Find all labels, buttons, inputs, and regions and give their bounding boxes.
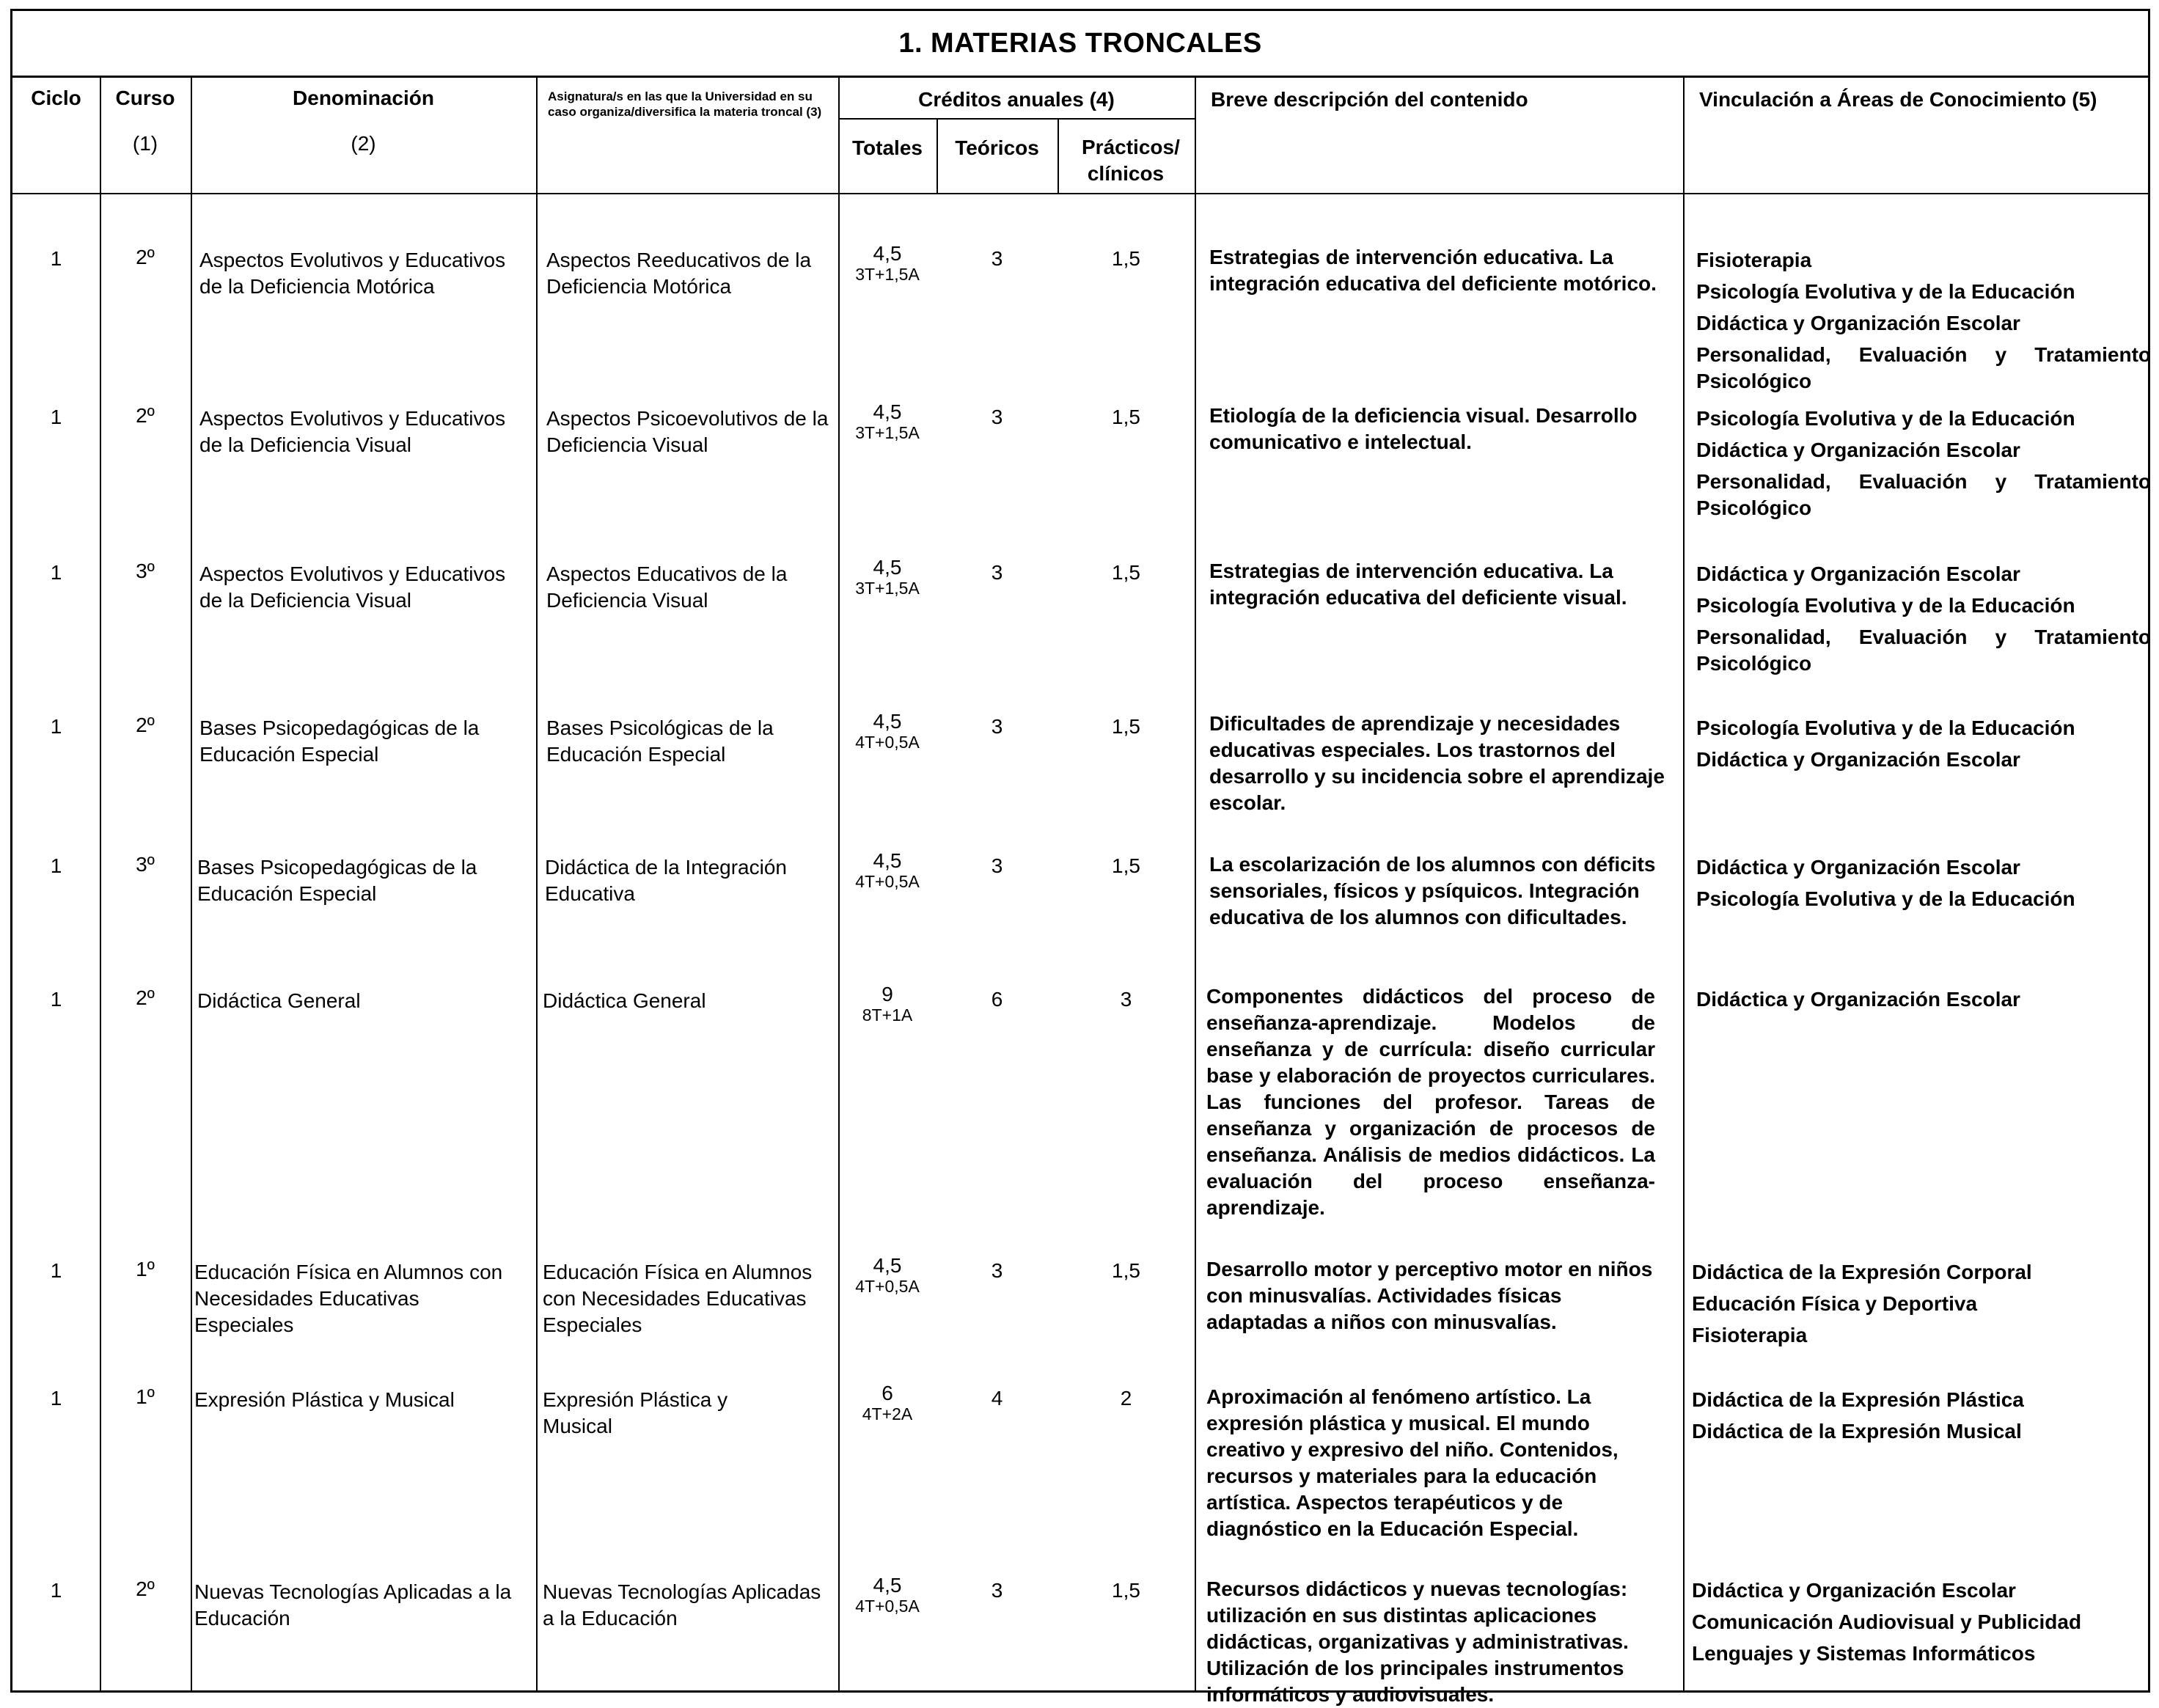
area-item: Didáctica y Organización Escolar	[1696, 562, 2020, 585]
row-practicos: 1,5	[1112, 715, 1140, 738]
area-item: Psicológico	[1696, 370, 1812, 392]
header-curso-note: (1)	[132, 132, 158, 155]
row-totales	[838, 850, 936, 891]
row-totales	[838, 243, 936, 284]
row-curso: 3º	[136, 853, 155, 876]
area-item: Didáctica de la Expresión Plástica	[1692, 1388, 2024, 1411]
totales-detail: 4T+0,5A	[855, 1597, 920, 1616]
area-item: Educación Física y Deportiva	[1692, 1292, 1978, 1315]
row-curso: 2º	[136, 404, 155, 427]
totales-value: 4,5	[873, 556, 902, 579]
row-totales	[838, 1575, 936, 1616]
row-areas	[1696, 247, 2151, 400]
header-asignatura: Asignatura/s en las que la Universidad en su caso organiza/diversifica la materia troncal (3)	[548, 89, 822, 119]
header-vinculacion: Vinculación a Áreas de Conocimiento (5)	[1699, 88, 2097, 111]
row-teoricos: 3	[991, 1259, 1003, 1282]
totales-value: 4,5	[873, 1254, 902, 1277]
col-divider	[1683, 76, 1685, 1693]
page-title: 1. MATERIAS TRONCALES	[12, 11, 2148, 78]
row-curso: 2º	[136, 986, 155, 1009]
row-ciclo: 1	[50, 854, 62, 877]
row-asignatura: Didáctica de la Integración Educativa	[545, 856, 787, 905]
row-teoricos: 3	[991, 561, 1003, 584]
row-areas	[1696, 854, 2151, 917]
area-item: Psicología Evolutiva y de la Educación	[1696, 716, 2075, 739]
area-item: Didáctica y Organización Escolar	[1696, 312, 2020, 334]
header-ciclo: Ciclo	[31, 87, 81, 109]
row-curso: 3º	[136, 560, 155, 582]
row-practicos: 1,5	[1112, 1579, 1140, 1602]
row-ciclo: 1	[50, 988, 62, 1011]
row-descripcion: Dificultades de aprendizaje y necesidades educativas especiales. Los trastornos del desarrollo y su incidencia sobre el aprendizaje escolar.	[1209, 712, 1665, 814]
area-item: Personalidad, Evaluación y Tratamiento	[1696, 470, 2151, 493]
totales-detail: 3T+1,5A	[855, 423, 920, 442]
row-asignatura: Bases Psicológicas de la Educación Especial	[546, 716, 774, 766]
header-denominacion-note: (2)	[351, 132, 376, 155]
row-asignatura: Educación Física en Alumnos con Necesidades Educativas Especiales	[543, 1261, 813, 1336]
row-ciclo: 1	[50, 247, 62, 270]
area-item: Fisioterapia	[1692, 1324, 1808, 1346]
row-areas	[1692, 1577, 2147, 1672]
totales-value: 4,5	[873, 242, 902, 265]
header-teoricos: Teóricos	[955, 136, 1039, 159]
row-descripcion: La escolarización de los alumnos con déficits sensoriales, físicos y psíquicos. Integración educativa de los alumnos con dificultades.	[1209, 853, 1656, 928]
row-ciclo: 1	[50, 1259, 62, 1282]
area-item: Lenguajes y Sistemas Informáticos	[1692, 1642, 2036, 1665]
area-item: Comunicación Audiovisual y Publicidad	[1692, 1610, 2082, 1633]
row-ciclo: 1	[50, 406, 62, 428]
row-ciclo: 1	[50, 1579, 62, 1602]
row-denominacion: Aspectos Evolutivos y Educativos de la Deficiencia Motórica	[199, 249, 506, 298]
header-totales: Totales	[852, 136, 923, 159]
row-ciclo: 1	[50, 561, 62, 584]
row-curso: 1º	[136, 1385, 155, 1408]
totales-detail: 4T+0,5A	[855, 733, 920, 752]
row-curso: 2º	[136, 1577, 155, 1600]
area-item: Fisioterapia	[1696, 249, 1812, 271]
area-item: Psicología Evolutiva y de la Educación	[1696, 280, 2075, 303]
row-practicos: 1,5	[1112, 1259, 1140, 1282]
row-practicos: 3	[1120, 988, 1132, 1011]
row-descripcion: Estrategias de intervención educativa. La integración educativa del deficiente motórico.	[1209, 246, 1657, 295]
row-curso: 1º	[136, 1258, 155, 1280]
row-areas	[1692, 1259, 2147, 1354]
row-denominacion: Educación Física en Alumnos con Necesidades Educativas Especiales	[194, 1261, 503, 1336]
row-denominacion: Aspectos Evolutivos y Educativos de la Deficiencia Visual	[199, 562, 506, 612]
row-denominacion: Expresión Plástica y Musical	[194, 1388, 455, 1411]
row-descripcion: Aproximación al fenómeno artístico. La expresión plástica y musical. El mundo creativo y expresivo del niño. Contenidos, recursos y materiales para la educación artística. Aspectos terapéuticos y de diagnóstico en la Educación Especial.	[1206, 1385, 1619, 1540]
row-teoricos: 3	[991, 854, 1003, 877]
col-divider	[536, 76, 538, 1693]
totales-value: 9	[881, 983, 893, 1005]
header-divider	[12, 193, 2148, 194]
col-divider	[191, 76, 192, 1693]
row-asignatura: Didáctica General	[543, 989, 706, 1012]
row-practicos: 2	[1120, 1387, 1132, 1410]
row-practicos: 1,5	[1112, 247, 1140, 270]
area-item: Psicológico	[1696, 496, 1812, 519]
totales-detail: 8T+1A	[862, 1005, 913, 1025]
totales-value: 4,5	[873, 710, 902, 733]
row-asignatura: Expresión Plástica y Musical	[543, 1388, 728, 1437]
area-item: Personalidad, Evaluación y Tratamiento	[1696, 343, 2151, 366]
row-denominacion: Nuevas Tecnologías Aplicadas a la Educación	[194, 1580, 512, 1630]
area-item: Psicología Evolutiva y de la Educación	[1696, 887, 2075, 910]
subheader-divider	[838, 118, 1195, 120]
totales-value: 4,5	[873, 1574, 902, 1597]
row-areas	[1696, 715, 2151, 778]
totales-value: 4,5	[873, 849, 902, 872]
row-totales	[838, 711, 936, 752]
row-totales	[838, 983, 936, 1025]
row-teoricos: 4	[991, 1387, 1003, 1410]
row-teoricos: 6	[991, 988, 1003, 1011]
row-asignatura: Aspectos Psicoevolutivos de la Deficiencia Visual	[546, 407, 829, 456]
header-denominacion: Denominación	[293, 87, 434, 109]
row-ciclo: 1	[50, 715, 62, 738]
area-item: Didáctica de la Expresión Corporal	[1692, 1261, 2032, 1283]
totales-value: 6	[881, 1382, 893, 1404]
col-divider	[1195, 76, 1196, 1693]
totales-detail: 4T+0,5A	[855, 872, 920, 891]
row-teoricos: 3	[991, 406, 1003, 428]
header-creditos: Créditos anuales (4)	[918, 88, 1115, 111]
row-asignatura: Nuevas Tecnologías Aplicadas a la Educación	[543, 1580, 821, 1630]
row-totales	[838, 401, 936, 442]
row-asignatura: Aspectos Reeducativos de la Deficiencia Motórica	[546, 249, 812, 298]
row-denominacion: Bases Psicopedagógicas de la Educación Especial	[197, 856, 477, 905]
row-practicos: 1,5	[1112, 854, 1140, 877]
totales-detail: 3T+1,5A	[855, 579, 920, 598]
row-practicos: 1,5	[1112, 561, 1140, 584]
row-denominacion: Didáctica General	[197, 989, 361, 1012]
row-curso: 2º	[136, 246, 155, 268]
row-descripcion: Etiología de la deficiencia visual. Desarrollo comunicativo e intelectual.	[1209, 404, 1638, 453]
totales-value: 4,5	[873, 400, 902, 423]
area-item: Didáctica y Organización Escolar	[1696, 856, 2020, 879]
header-practicos: Prácticos/ clínicos	[1082, 136, 1180, 185]
row-teoricos: 3	[991, 715, 1003, 738]
header-descripcion: Breve descripción del contenido	[1211, 88, 1528, 111]
row-areas	[1696, 561, 2151, 682]
row-teoricos: 3	[991, 1579, 1003, 1602]
troncales-table	[10, 9, 2151, 1706]
row-areas	[1692, 1387, 2147, 1450]
row-practicos: 1,5	[1112, 406, 1140, 428]
area-item: Didáctica de la Expresión Musical	[1692, 1420, 2022, 1443]
row-totales	[838, 1382, 936, 1423]
row-teoricos: 3	[991, 247, 1003, 270]
row-denominacion: Aspectos Evolutivos y Educativos de la Deficiencia Visual	[199, 407, 506, 456]
header-curso: Curso	[115, 87, 175, 109]
row-curso: 2º	[136, 714, 155, 736]
col-divider	[1057, 120, 1059, 193]
row-ciclo: 1	[50, 1387, 62, 1410]
row-totales	[838, 1255, 936, 1296]
area-item: Didáctica y Organización Escolar	[1692, 1579, 2016, 1602]
row-denominacion: Bases Psicopedagógicas de la Educación Especial	[199, 716, 480, 766]
area-item: Didáctica y Organización Escolar	[1696, 988, 2020, 1011]
area-item: Personalidad, Evaluación y Tratamiento	[1696, 626, 2151, 648]
row-descripcion: Desarrollo motor y perceptivo motor en niños con minusvalías. Actividades físicas adaptadas a niños con minusvalías.	[1206, 1258, 1653, 1333]
area-item: Psicología Evolutiva y de la Educación	[1696, 407, 2075, 430]
totales-detail: 3T+1,5A	[855, 265, 920, 284]
row-descripcion: Recursos didácticos y nuevas tecnologías: utilización en sus distintas aplicaciones didácticas, organizativas y administrativas. Utilización de los principales instrumentos informáticos y audiovisuales.	[1206, 1577, 1629, 1706]
totales-detail: 4T+2A	[862, 1404, 913, 1423]
row-areas	[1696, 986, 2151, 1018]
row-descripcion: Componentes didácticos del proceso de enseñanza-aprendizaje. Modelos de enseñanza y de currícula: diseño curricular base y elaboración de proyectos curriculares. Las funciones del profesor. Tareas de enseñanza y organización de procesos de enseñanza. Análisis de medios didácticos. La evaluación del proceso enseñanza-aprendizaje.	[1206, 985, 1655, 1219]
totales-detail: 4T+0,5A	[855, 1277, 920, 1296]
col-divider	[100, 76, 101, 1693]
row-areas	[1696, 406, 2151, 527]
area-item: Didáctica y Organización Escolar	[1696, 748, 2020, 771]
area-item: Psicología Evolutiva y de la Educación	[1696, 594, 2075, 617]
row-asignatura: Aspectos Educativos de la Deficiencia Visual	[546, 562, 788, 612]
area-item: Didáctica y Organización Escolar	[1696, 439, 2020, 461]
row-totales	[838, 557, 936, 598]
area-item: Psicológico	[1696, 652, 1812, 675]
row-descripcion: Estrategias de intervención educativa. La integración educativa del deficiente visual.	[1209, 560, 1627, 609]
